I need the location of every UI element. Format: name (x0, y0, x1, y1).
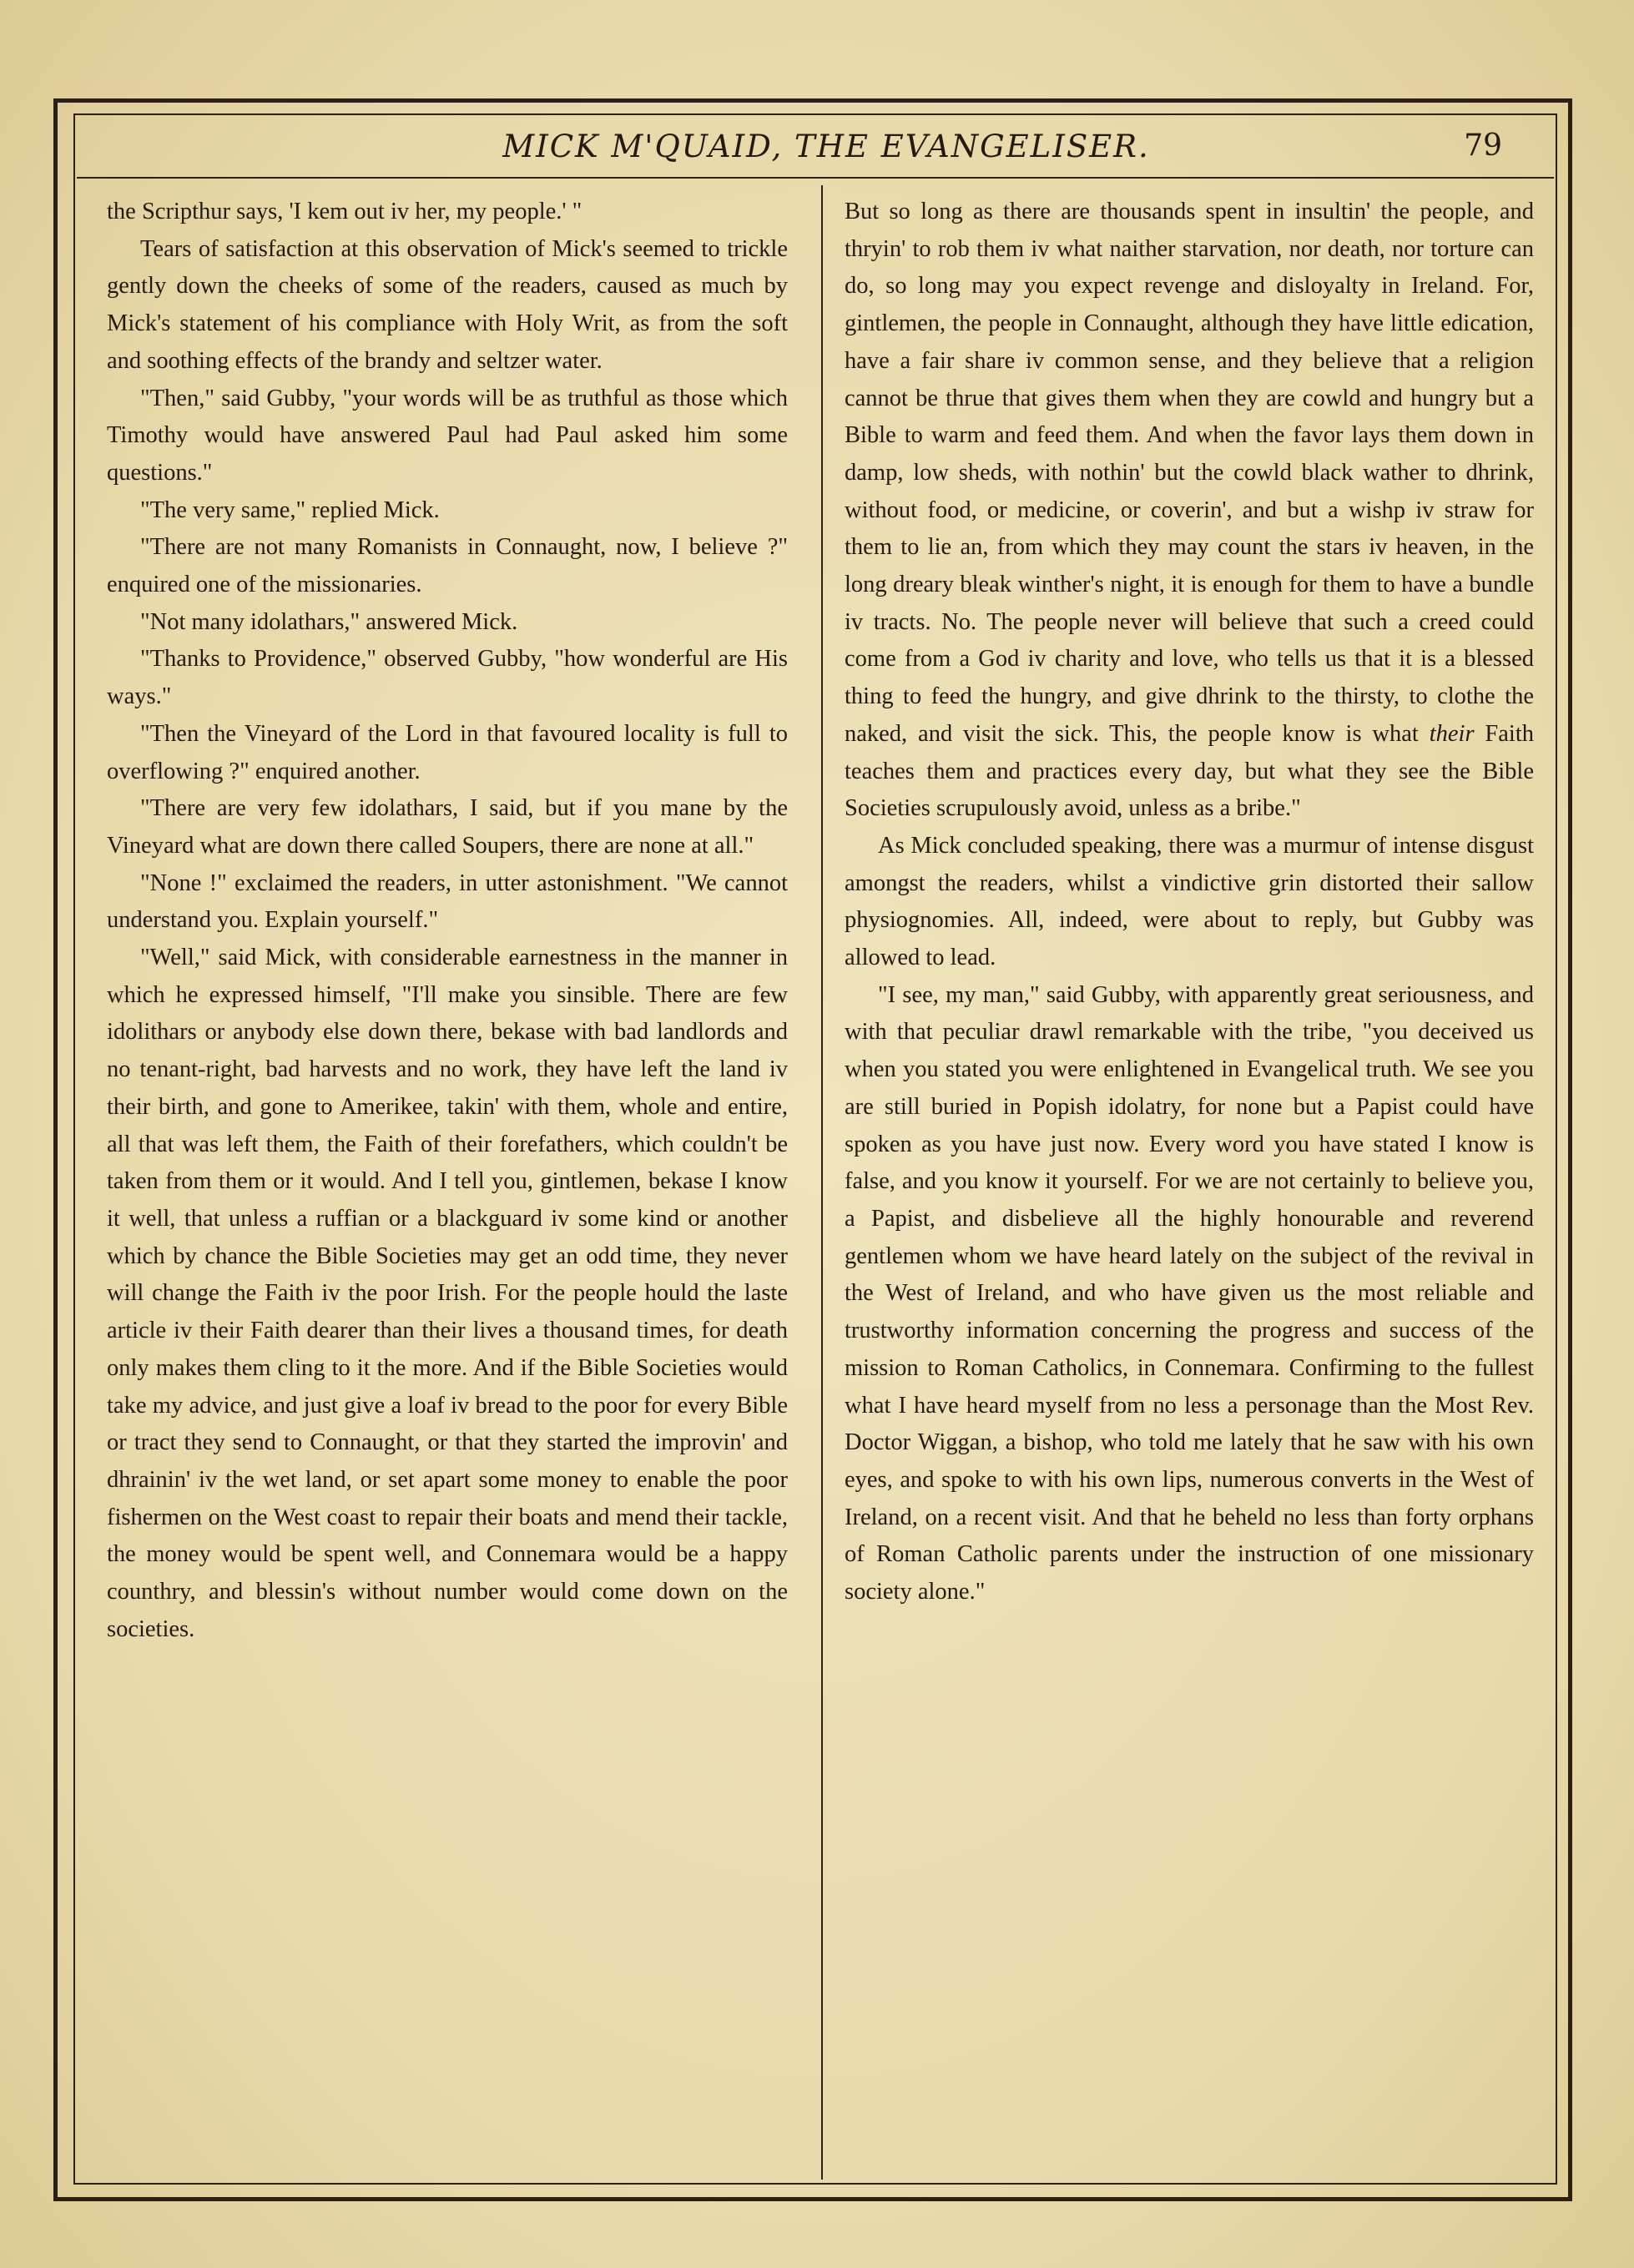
paragraph (845, 194, 1534, 828)
paragraph: "There are very few idolathars, I said, but if you mane by the Vineyard what are down there called Soupers, there are none at all." (107, 795, 788, 859)
paragraph: As Mick concluded speaking, there was a murmur of intense disgust amongst the readers, whilst a vindictive grin distorted their sallow physiognomies. All, indeed, were about to reply, but Gubby was allowed to lead. (845, 832, 1534, 971)
paragraph: "Then the Vineyard of the Lord in that favoured locality is full to overflowing ?" enquired another. (107, 720, 788, 784)
header-rule (77, 177, 1554, 179)
paragraph-text: Faith teaches them and practices every day, but what they see the Bible Societies scrupulously avoid, unless as a bribe." (845, 720, 1534, 822)
paragraph: "Not many idolathars," answered Mick. (140, 608, 518, 635)
paragraph: "There are not many Romanists in Connaught, now, I believe ?" enquired one of the missionaries. (107, 534, 788, 598)
page-number: 79 (1464, 129, 1502, 163)
paragraph: "Thanks to Providence," observed Gubby, "how wonderful are His ways." (107, 646, 788, 710)
right-column (845, 194, 1534, 1611)
paragraph: "I see, my man," said Gubby, with apparently great seriousness, and with that peculiar drawl remarkable with the tribe, "you deceived us when you stated you were enlightened in Evangelical truth. We see you are still buried in Popish idolatry, for none but a Papist could have spoken as you have just now. Every word you have stated I know is false, and you know it yourself. For we are not certainly to believe you, a Papist, and disbelieve all the highly honourable and reverend gentlemen whom we have heard lately on the subject of the revival in the West of Ireland, and who have given us the most reliable and trustworthy information concerning the progress and success of the mission to Roman Catholics, in Connemara. Confirming to the fullest what I have heard myself from no less a personage than the Most Rev. Doctor Wiggan, a bishop, who told me lately that he saw with his own eyes, and spoke to with his own lips, numerous converts in the West of Ireland, on a recent visit. And that he beheld no less than forty orphans of Roman Catholic parents under the instruction of one missionary society alone." (845, 981, 1534, 1605)
running-title: MICK M'QUAID, THE EVANGELISER. (502, 129, 1150, 164)
paragraph-text: But so long as there are thousands spent in insultin' the people, and thryin' to rob them iv what naither starvation, nor death, nor torture can do, so long may you expect revenge and disloyalty in Ireland. For, gintlemen, the people in Connaught, although they have little edication, have a fair share iv common sense, and they believe that a religion cannot be thrue that gives them when they are cowld and hungry but a Bible to warm and feed them. And when the favor lays them down in damp, low sheds, with nothin' but the cowld black wather to dhrink, without food, or medicine, or coverin', and but a wishp iv straw for them to lie an, from which they may count the stars iv heaven, in the long dreary bleak winther's night, it is enough for them to have a bundle iv tracts. No. The people never will believe that such a creed could come from a God iv charity and love, who tells us that it is a blessed thing to feed the hungry, and give dhrink to the thirsty, to clothe the naked, and visit the sick. This, the people know is what (845, 199, 1534, 747)
paragraph: "Well," said Mick, with considerable earnestness in the manner in which he expressed himself, "I'll make you sinsible. There are few idolithars or anybody else down there, bekase with bad landlords and no tenant-right, bad harvests and no work, they have left the land iv their birth, and gone to Amerikee, takin' with them, whole and entire, all that was left them, the Faith of their forefathers, which couldn't be taken from them or it would. And I tell you, gintlemen, bekase I know it well, that unless a ruffian or a blackguard iv some kind or another which by chance the Bible Societies may get an odd time, they never will change the Faith iv the poor Irish. For the people hould the laste article iv their Faith dearer than their lives a thousand times, for death only makes them cling to it the more. And if the Bible Societies would take my advice, and just give a loaf iv bread to the poor for every Bible or tract they send to Connaught, or that they started the improvin' and dhrainin' iv the wet land, or set apart some money to enable the poor fishermen on the West coast to repair their boats and mend their tackle, the money would be spent well, and Connemara would be a happy counthry, and blessin's without number would come down on the societies. (107, 945, 788, 1642)
column-divider (821, 185, 823, 2180)
left-column (107, 194, 788, 1648)
paragraph: "Then," said Gubby, "your words will be as truthful as those which Timothy would have answered Paul had Paul asked him some questions." (107, 385, 788, 486)
italic-word: their (1429, 720, 1475, 747)
paragraph: the Scripthur says, 'I kem out iv her, my people.' " (107, 199, 582, 224)
paragraph: Tears of satisfaction at this observation of Mick's seemed to trickle gently down the cheeks of some of the readers, caused as much by Mick's statement of his compliance with Holy Writ, as from the soft and soothing effects of the brandy and seltzer water. (107, 235, 788, 374)
paragraph: "The very same," replied Mick. (140, 496, 440, 523)
paragraph: "None !" exclaimed the readers, in utter astonishment. "We cannot understand you. Explain yourself." (107, 869, 788, 934)
running-head (117, 125, 1536, 175)
